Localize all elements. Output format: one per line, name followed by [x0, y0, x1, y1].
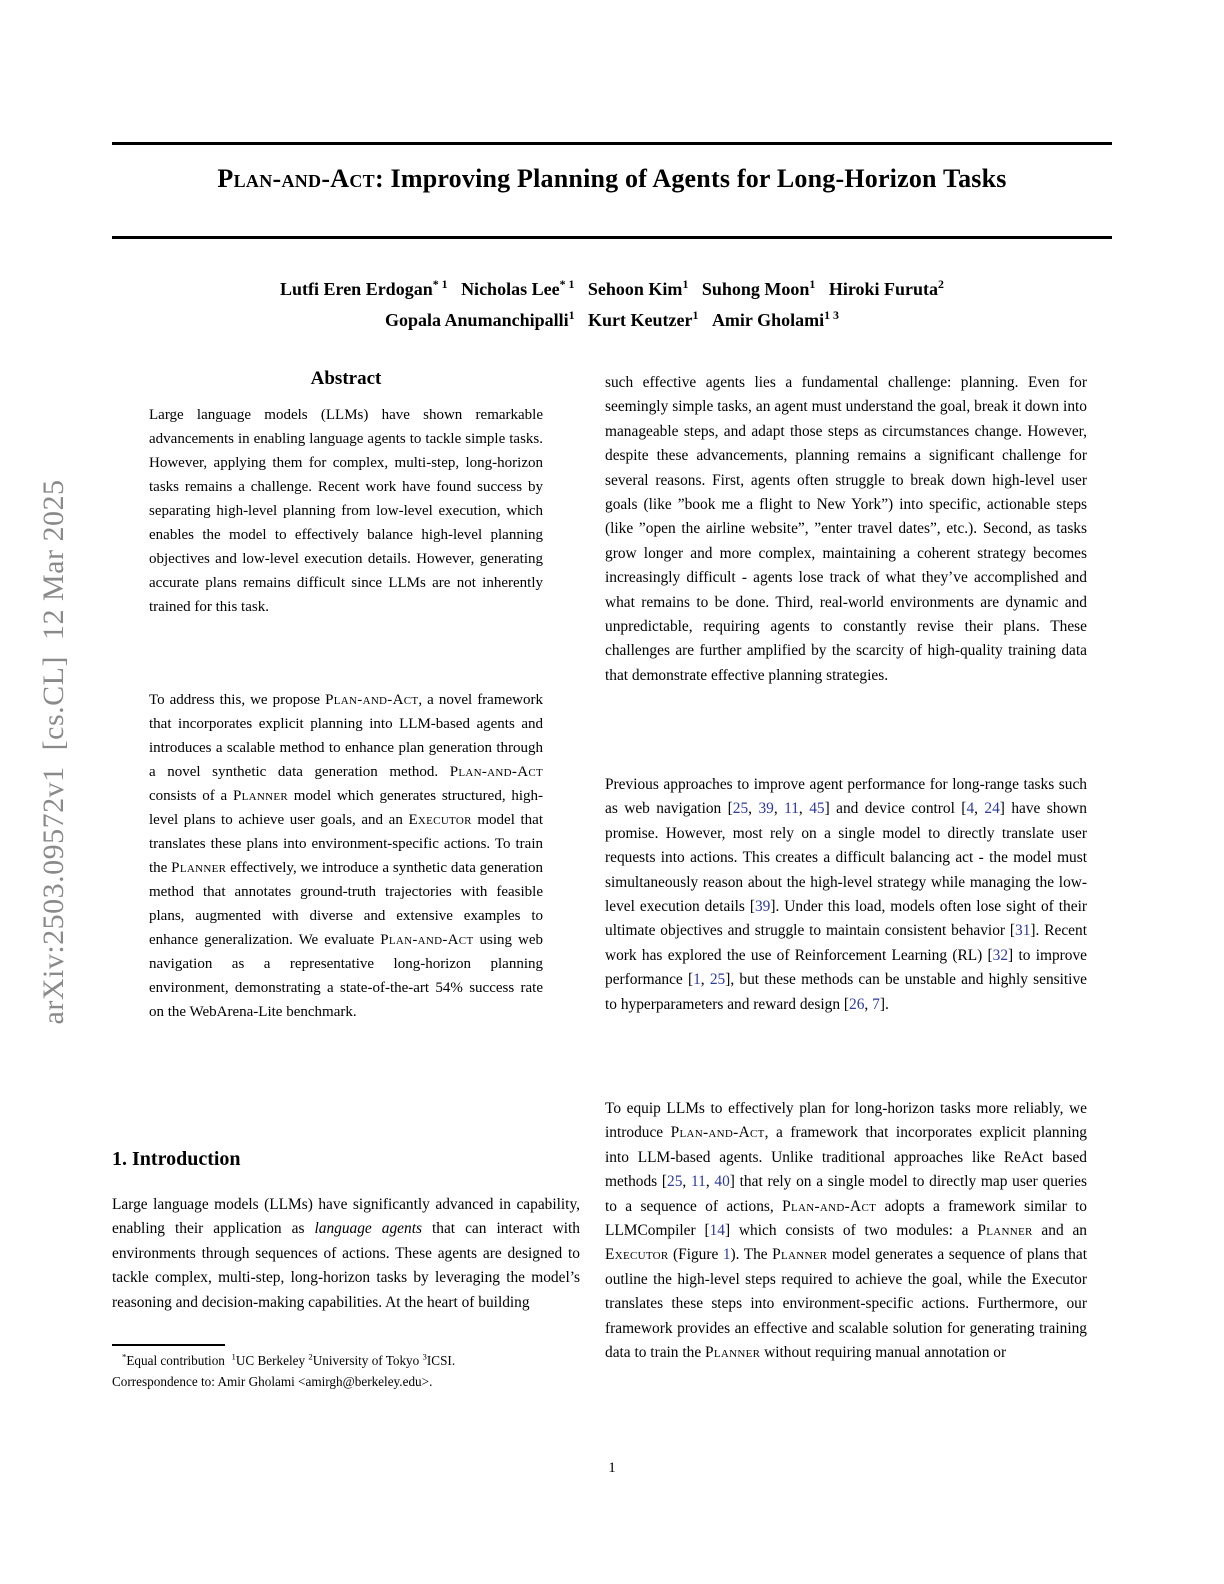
- text-run: ,: [700, 971, 710, 989]
- text-run: (Figure: [668, 1246, 723, 1264]
- citation-link[interactable]: 26: [849, 995, 865, 1013]
- footnote-affiliations: [112, 1351, 580, 1372]
- text-run: Planner: [977, 1222, 1033, 1240]
- text-run: [574, 279, 588, 299]
- text-run: ] to improve performance [: [605, 946, 1087, 989]
- text-run: ]. Under this load, models often lose sight of their ultimate objectives and struggle to maintain consistent behavior [: [605, 898, 1087, 940]
- text-run: adopts a framework similar to LLMCompiler [: [605, 1197, 1087, 1240]
- text-run: such effective agents lies a fundamental challenge: planning. Even for seemingly simple tasks, an agent must understand the goal, break it down into manageable steps, and adapt those steps as circumstances change. However, despite these advancements, planning remains a significant challenge for several reasons. First, agents often struggle to break down high-level user goals (like ”book me a flight to New York”) into specific, actionable steps (like ”open the airline website”, ”enter travel dates”, etc.). Second, as tasks grow longer and more complex, maintaining a coherent strategy becomes increasingly difficult - agents lose track of what they’ve accomplished and what remains to be done. Third, real-world environments are dynamic and unpredictable, requiring agents to constantly revise their plans. These challenges are further amplified by the scarcity of high-quality training data that demonstrate effective planning strategies.: [605, 374, 1087, 684]
- text-run: ] which consists of two modules: a: [724, 1222, 978, 1240]
- header-top-rule: [112, 142, 1112, 145]
- text-run: ICSI.: [426, 1353, 456, 1368]
- text-run: Hiroki Furuta: [828, 279, 939, 299]
- text-run: Gopala Anumanchipalli: [385, 310, 569, 330]
- text-run: To equip LLMs to effectively plan for long-horizon tasks more reliably, we introduce: [605, 1100, 1087, 1142]
- abstract-paragraph-1: [112, 403, 580, 619]
- citation-link[interactable]: 31: [1015, 922, 1031, 940]
- citation-link[interactable]: 45: [809, 800, 825, 818]
- text-run: Correspondence to: Amir Gholami <amirgh@berkeley.edu>.: [112, 1373, 433, 1389]
- superscript: 2: [938, 277, 944, 291]
- text-run: Planner: [772, 1246, 828, 1264]
- header-bottom-rule: [112, 236, 1112, 239]
- arxiv-watermark: arXiv:2503.09572v1 [cs.CL] 12 Mar 2025: [37, 479, 70, 1025]
- text-run: Equal contribution: [126, 1353, 232, 1368]
- citation-link[interactable]: 25: [667, 1173, 683, 1191]
- abstract-paragraph-1-text: [149, 403, 543, 619]
- text-run: ,: [798, 800, 810, 818]
- text-run: without requiring manual annotation or: [760, 1344, 1007, 1362]
- footnote-rule: [112, 1344, 225, 1346]
- abstract-paragraph-2-text: [149, 688, 543, 1024]
- text-run: Large language models (LLMs) have significantly advanced in capability, enabling their application as: [112, 1196, 580, 1238]
- text-run: Sehoon Kim: [587, 279, 683, 299]
- text-run: ,: [705, 1173, 715, 1191]
- citation-link[interactable]: 39: [754, 898, 771, 916]
- superscript: 1: [682, 277, 689, 291]
- footnote: [112, 1351, 580, 1392]
- superscript: 1: [809, 277, 816, 291]
- text-run: ,: [974, 800, 985, 818]
- text-run: Kurt Keutzer: [588, 310, 693, 330]
- superscript: * 1: [432, 277, 448, 291]
- text-run: : Improving Planning of Agents for Long-Horizon Tasks: [375, 164, 1007, 193]
- text-run: model generates a sequence of plans that outline the high-level steps required to achieve the goal, while the Executor translates these steps into environment-specific actions. Furthermore, our framework provides an effective and scalable solution for generating training data to train the: [605, 1246, 1087, 1362]
- text-run: ], but these methods can be unstable and highly sensitive to hyperparameters and reward design [: [605, 971, 1087, 1013]
- citation-link[interactable]: 32: [992, 946, 1009, 964]
- text-run: ] have shown promise. However, most rely on a single model to directly translate user requests into actions. This creates a difficult balancing act - the model must simultaneously reason about the high-level strategy while managing the low-level execution details [: [605, 800, 1087, 916]
- superscript: 1: [692, 308, 699, 322]
- superscript: 3: [422, 1351, 427, 1362]
- citation-link[interactable]: 25: [709, 971, 726, 989]
- abstract-heading: Abstract: [310, 368, 382, 389]
- text-run: ,: [773, 800, 785, 818]
- section-heading-introduction: 1. Introduction: [112, 1148, 241, 1170]
- citation-link[interactable]: 1: [693, 971, 701, 989]
- text-run: Suhong Moon: [701, 279, 810, 299]
- text-run: model which generates structured, high-level plans to achieve user goals, and an: [149, 788, 543, 828]
- citation-link[interactable]: 25: [732, 800, 749, 818]
- text-run: model that translates these plans into environment-specific actions. To train the: [149, 812, 543, 876]
- citation-link[interactable]: 40: [714, 1173, 730, 1191]
- text-run: ,: [864, 995, 873, 1013]
- text-run: Previous approaches to improve agent performance for long-range tasks such as web navigation [: [605, 776, 1087, 818]
- text-run: ,: [748, 800, 759, 818]
- superscript: 1: [231, 1351, 236, 1362]
- text-run: UC Berkeley: [235, 1353, 309, 1368]
- superscript: 1 3: [824, 308, 839, 322]
- text-run: Plan-and-Act: [325, 692, 419, 708]
- text-run: that can interact with environments through sequences of actions. These agents are designed to tackle complex, multi-step, long-horizon tasks by leveraging the model’s reasoning and decision-making capabilities. At the heart of building: [112, 1220, 580, 1311]
- text-run: Plan-and-Act: [449, 764, 543, 780]
- right-paragraph-1: [605, 371, 1087, 688]
- text-run: using web navigation as a representative long-horizon planning environment, demonstrating a state-of-the-art 54% success rate on the WebArena-Lite benchmark.: [149, 932, 543, 1020]
- citation-link[interactable]: 39: [758, 800, 774, 818]
- text-run: [575, 310, 589, 330]
- text-run: ). The: [730, 1246, 773, 1264]
- citation-link[interactable]: 7: [872, 995, 880, 1013]
- text-run: To address this, we propose: [149, 692, 326, 708]
- text-run: [698, 310, 712, 330]
- text-run: Planner: [171, 860, 227, 876]
- text-run: [815, 279, 829, 299]
- text-run: Plan-and-Act: [670, 1124, 765, 1142]
- page-number: 1: [608, 1460, 616, 1476]
- text-run: and an: [1032, 1222, 1087, 1240]
- text-run: consists of a: [149, 788, 233, 804]
- text-run: ].: [879, 995, 889, 1013]
- text-run: Amir Gholami: [711, 310, 825, 330]
- text-run: language agents: [314, 1220, 422, 1238]
- text-run: Plan-and-Act: [380, 932, 474, 948]
- abstract-paragraph-2: [112, 688, 580, 1024]
- right-paragraph-3: [605, 1097, 1087, 1365]
- text-run: effectively, we introduce a synthetic data generation method that annotates ground-truth trajectories with feasible plans, augmented with diverse and extensive examples to enhance generalization. We evaluate: [149, 860, 543, 948]
- superscript: *: [122, 1351, 127, 1362]
- citation-link[interactable]: 1: [722, 1246, 731, 1264]
- text-run: [688, 279, 702, 299]
- right-paragraph-2: [605, 773, 1087, 1017]
- citation-link[interactable]: 11: [690, 1173, 706, 1191]
- text-run: Lutfi Eren Erdogan: [280, 279, 433, 299]
- text-run: Planner: [705, 1344, 761, 1362]
- text-run: ] and device control [: [824, 800, 967, 818]
- text-run: Executor: [408, 812, 472, 828]
- superscript: 1: [568, 308, 575, 322]
- intro-paragraph-1: [112, 1193, 580, 1315]
- text-run: Executor: [605, 1246, 669, 1264]
- text-run: ] that rely on a single model to directly map user queries to a sequence of actions,: [605, 1173, 1087, 1215]
- authors-line-2: [112, 310, 1112, 331]
- text-run: Nicholas Lee: [461, 279, 560, 299]
- text-run: Plan-and-Act: [782, 1197, 877, 1215]
- citation-link[interactable]: 11: [784, 800, 799, 818]
- authors-line-1: [112, 279, 1112, 300]
- citation-link[interactable]: 24: [984, 800, 1000, 818]
- text-run: Plan-and-Act: [217, 164, 375, 193]
- superscript: * 1: [559, 277, 575, 291]
- text-run: [448, 279, 462, 299]
- text-run: , a novel framework that incorporates explicit planning into LLM-based agents and introduces a scalable method to enhance plan generation through a novel synthetic data generation method.: [149, 692, 543, 780]
- footnote-correspondence: [112, 1372, 580, 1393]
- text-run: ]. Recent work has explored the use of Reinforcement Learning (RL) [: [605, 922, 1087, 964]
- citation-link[interactable]: 14: [709, 1222, 725, 1240]
- superscript: 2: [308, 1351, 313, 1362]
- paper-title: [112, 164, 1112, 194]
- text-run: Large language models (LLMs) have shown remarkable advancements in enabling language agents to tackle simple tasks. However, applying them for complex, multi-step, long-horizon tasks remains a challenge. Recent work have found success by separating high-level planning from low-level execution, which enables the model to effectively balance high-level planning objectives and low-level execution details. However, generating accurate plans remains difficult since LLMs are not inherently trained for this task.: [149, 407, 543, 615]
- citation-link[interactable]: 4: [966, 800, 975, 818]
- text-run: ,: [682, 1173, 691, 1191]
- text-run: , a framework that incorporates explicit planning into LLM-based agents. Unlike traditional approaches like ReAct based methods [: [605, 1124, 1087, 1191]
- text-run: University of Tokyo: [312, 1353, 423, 1368]
- text-run: Planner: [232, 788, 289, 804]
